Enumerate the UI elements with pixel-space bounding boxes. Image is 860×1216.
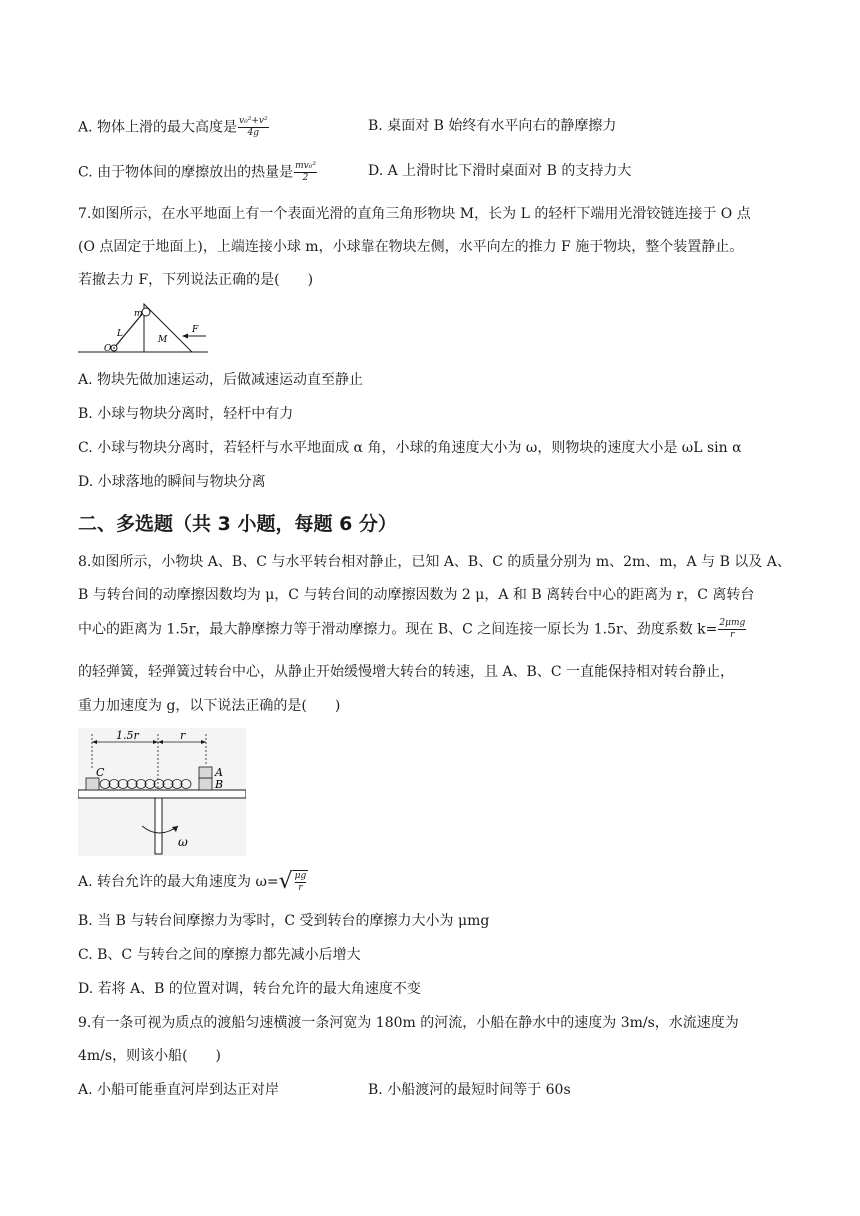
q6-option-c-text: C. 由于物体间的摩擦放出的热量是: [78, 164, 294, 181]
block-a: [199, 767, 212, 778]
block-c: [86, 778, 99, 790]
q8-stem-line-3: [78, 618, 747, 641]
q8-figure: [78, 728, 246, 856]
q6-option-a-text: A. 物体上滑的最大高度是: [78, 119, 238, 136]
label-1-5r: 1.5r: [116, 729, 139, 742]
q7-stem-line-3: 若撤去力 F，下列说法正确的是( ): [78, 272, 314, 288]
q8-option-b: B. 当 B 与转台间摩擦力为零时，C 受到转台的摩擦力大小为 μmg: [78, 913, 490, 929]
q8-stem-line-2: B 与转台间的动摩擦因数均为 μ，C 与转台间的动摩擦因数为 2 μ，A 和 B 离转台中心的距离为 r，C 离转台: [78, 587, 755, 603]
q6-option-a-fraction: $\frac{\text{v₀²+v²}}{4g}$: [239, 116, 268, 138]
q7-stem-line-2: (O 点固定于地面上)，上端连接小球 m，小球靠在物块左侧，水平向左的推力 F 施于物块，整个装置静止。: [78, 239, 744, 255]
q9-stem-line-1: 9.有一条可视为质点的渡船匀速横渡一条河宽为 180m 的河流，小船在静水中的速度为 3m/s，水流速度为: [78, 1015, 739, 1031]
small-ball: [142, 308, 150, 316]
label-omega: ω: [178, 835, 188, 849]
q8-stiffness-fraction: $\frac{\text{2μmg}}{r}$: [719, 618, 746, 640]
label-m: m: [134, 309, 143, 319]
q8-option-d: D. 若将 A、B 的位置对调，转台允许的最大角速度不变: [78, 981, 421, 997]
q8-stem-line-1: 8.如图所示，小物块 A、B、C 与水平转台相对静止，已知 A、B、C 的质量分别为 m、2m、m，A 与 B 以及 A、: [78, 554, 791, 570]
label-b: B: [215, 778, 224, 791]
q8-stem-line-3-text: 中心的距离为 1.5r，最大静摩擦力等于滑动摩擦力。现在 B、C 之间连接一原长为 1.5r、劲度系数 k=: [78, 621, 718, 638]
q7-option-b: B. 小球与物块分离时，轻杆中有力: [78, 406, 294, 422]
q8-stem-line-5: 重力加速度为 g，以下说法正确的是( ): [78, 698, 341, 714]
section-heading: 二、多选题（共 3 小题，每题 6 分）: [78, 513, 397, 535]
q8-option-c: C. B、C 与转台之间的摩擦力都先减小后增大: [78, 947, 361, 963]
label-l: L: [117, 329, 123, 339]
q6-option-d: D. A 上滑时比下滑时桌面对 B 的支持力大: [368, 163, 632, 179]
q8-stem-line-4: 的轻弹簧，轻弹簧过转台中心，从静止开始缓慢增大转台的转速，且 A、B、C 一直能保持相对转台静止，: [78, 664, 735, 680]
q8-option-a-text: A. 转台允许的最大角速度为 ω=: [78, 874, 279, 890]
q8-option-a-sqrt: √ $\frac{\mu g}{r}$: [278, 869, 307, 894]
shaft: [155, 798, 162, 854]
q7-option-d: D. 小球落地的瞬间与物块分离: [78, 474, 266, 490]
force-arrowhead: [182, 334, 188, 339]
q6-option-b: B. 桌面对 B 始终有水平向右的静摩擦力: [368, 118, 617, 134]
q6-option-c: [78, 161, 318, 184]
triangle-block: [144, 304, 192, 352]
turntable: [78, 790, 246, 798]
q7-figure: [78, 300, 218, 356]
label-f: F: [192, 325, 199, 335]
q7-option-a: A. 物块先做加速运动，后做减速运动直至静止: [78, 372, 364, 388]
label-a: A: [215, 766, 223, 779]
q7-option-c: C. 小球与物块分离时，若轻杆与水平地面成 α 角，小球的角速度大小为 ω，则物块的速度大小是 ωL sin α: [78, 440, 742, 456]
q8-option-a: [78, 870, 308, 894]
label-o: O: [104, 344, 112, 354]
q9-stem-line-2: 4m/s，则该小船( ): [78, 1048, 222, 1064]
label-big-m: M: [158, 335, 168, 345]
label-r: r: [180, 729, 186, 742]
q6-option-a: [78, 116, 270, 139]
q9-option-a: A. 小船可能垂直河岸到达正对岸: [78, 1082, 280, 1098]
block-b: [199, 778, 212, 790]
q9-option-b: B. 小船渡河的最短时间等于 60s: [368, 1082, 571, 1098]
label-c: C: [96, 766, 105, 779]
q7-stem-line-1: 7.如图所示，在水平地面上有一个表面光滑的直角三角形物块 M，长为 L 的轻杆下端用光滑铰链连接于 O 点: [78, 206, 751, 222]
q6-option-c-fraction: $\frac{\text{mv₀²}}{2}$: [295, 161, 316, 183]
